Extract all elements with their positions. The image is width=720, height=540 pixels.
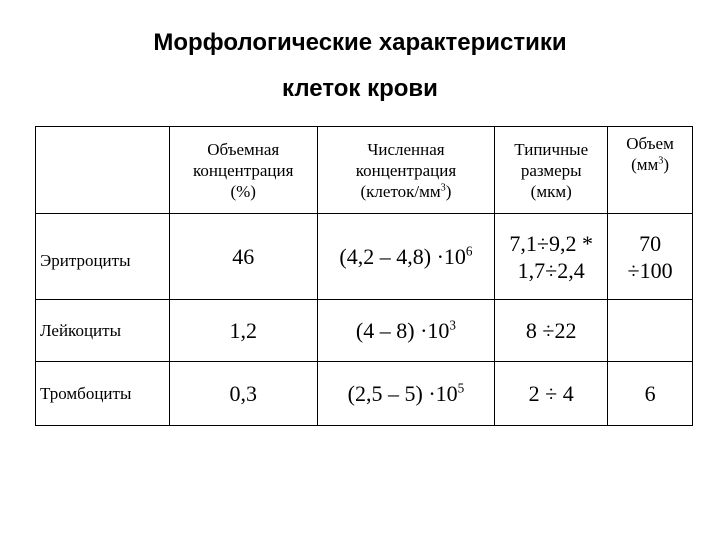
cell-vol bbox=[608, 300, 693, 362]
cell-count bbox=[317, 214, 495, 300]
header-superscript: 3 bbox=[658, 155, 664, 167]
header-volume bbox=[608, 127, 693, 214]
size-line: 1,7÷2,4 bbox=[517, 257, 585, 283]
header-text: (клеток/мм bbox=[360, 181, 441, 201]
count-base: (4 – 8) ·10 bbox=[355, 318, 450, 343]
header-volume-concentration bbox=[169, 127, 317, 214]
vol-line: ÷100 bbox=[627, 257, 673, 283]
count-exponent: 5 bbox=[457, 380, 465, 396]
header-text: ) bbox=[445, 181, 452, 201]
count-base: (2,5 – 5) ·10 bbox=[347, 381, 458, 406]
row-label: Эритроциты bbox=[36, 214, 170, 300]
header-text: Объем bbox=[626, 134, 674, 153]
size-line: 7,1÷9,2 * bbox=[509, 230, 593, 256]
cell-volume: 46 bbox=[169, 214, 317, 300]
header-empty-cell bbox=[36, 127, 170, 214]
header-text: Численная bbox=[367, 139, 445, 159]
header-text: концентрация bbox=[193, 160, 294, 180]
header-text: (%) bbox=[230, 181, 256, 201]
count-exponent: 3 bbox=[449, 317, 456, 333]
header-text: Объемная bbox=[207, 139, 280, 159]
row-label: Тромбоциты bbox=[36, 362, 170, 426]
cell-vol bbox=[608, 214, 693, 300]
count-base: (4,2 – 4,8) ·10 bbox=[339, 244, 466, 269]
blood-cells-table bbox=[35, 126, 693, 426]
row-label: Лейкоциты bbox=[36, 300, 170, 362]
table-row bbox=[36, 362, 693, 426]
header-numeric-concentration bbox=[317, 127, 495, 214]
header-text: (мкм) bbox=[530, 181, 572, 201]
page-title: Морфологические характеристики bbox=[153, 29, 567, 56]
header-text: ) bbox=[663, 155, 670, 174]
table-row bbox=[36, 214, 693, 300]
table-row bbox=[36, 300, 693, 362]
header-typical-sizes bbox=[495, 127, 608, 214]
cell-vol: 6 bbox=[608, 362, 693, 426]
page-subtitle: клеток крови bbox=[282, 75, 438, 102]
vol-line: 70 bbox=[639, 230, 662, 256]
cell-size bbox=[495, 214, 608, 300]
header-superscript: 3 bbox=[440, 181, 446, 193]
cell-count bbox=[317, 300, 495, 362]
header-text: Типичные bbox=[514, 139, 589, 159]
cell-volume: 0,3 bbox=[169, 362, 317, 426]
header-text: концентрация bbox=[355, 160, 457, 180]
cell-volume: 1,2 bbox=[169, 300, 317, 362]
count-exponent: 6 bbox=[465, 243, 473, 259]
header-text: размеры bbox=[520, 160, 582, 180]
cell-count bbox=[317, 362, 495, 426]
header-text: (мм bbox=[631, 155, 659, 174]
cell-size: 2 ÷ 4 bbox=[495, 362, 608, 426]
cell-size: 8 ÷22 bbox=[495, 300, 608, 362]
table-header-row bbox=[36, 127, 693, 214]
